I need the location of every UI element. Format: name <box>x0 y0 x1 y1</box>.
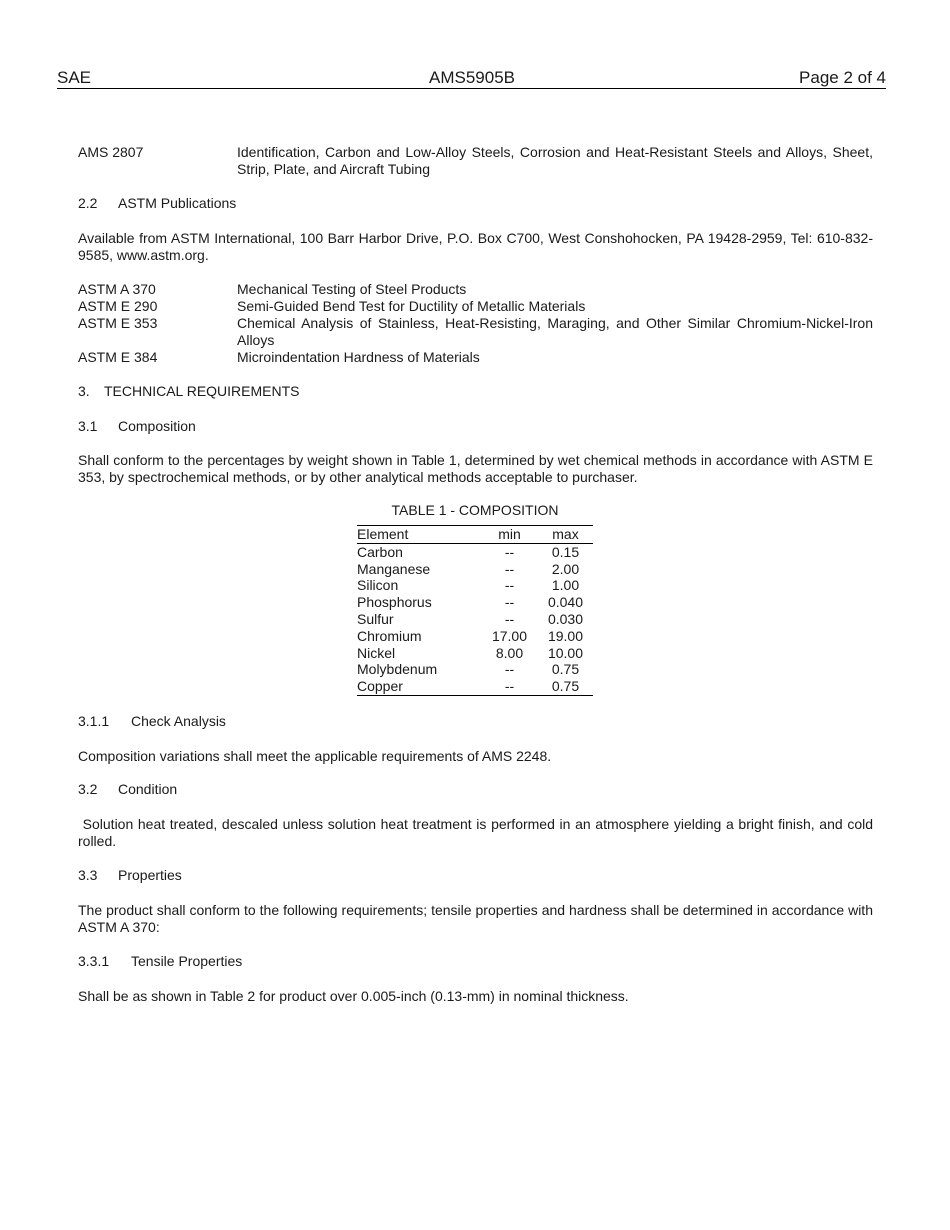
cell-min: 17.00 <box>491 627 528 644</box>
table-row <box>357 645 593 662</box>
cell-element: Nickel <box>357 644 396 661</box>
section-title: Properties <box>118 867 182 883</box>
table-header-row <box>357 526 593 544</box>
table-row <box>357 678 593 695</box>
ref-code: ASTM E 384 <box>78 349 158 365</box>
table-row <box>357 594 593 611</box>
section-title: ASTM Publications <box>118 195 237 211</box>
section-3-3-heading <box>78 867 182 883</box>
cell-max: 0.15 <box>551 543 580 560</box>
table-row <box>357 628 593 645</box>
section-title: TECHNICAL REQUIREMENTS <box>104 383 300 399</box>
col-header-max: max <box>538 526 593 544</box>
cell-element: Manganese <box>357 560 431 577</box>
table-row <box>357 661 593 678</box>
cell-max: 1.00 <box>551 577 580 594</box>
ref-code: ASTM E 353 <box>78 315 158 331</box>
ref-title: Semi-Guided Bend Test for Ductility of Metallic Materials <box>237 298 586 314</box>
composition-table <box>357 525 593 696</box>
cell-element: Silicon <box>357 577 399 594</box>
cell-element: Copper <box>357 678 481 695</box>
section-3-3-1-heading <box>78 953 242 969</box>
section-3-2-heading <box>78 781 177 797</box>
col-header-element: Element <box>357 526 481 544</box>
tensile-paragraph: Shall be as shown in Table 2 for product over 0.005-inch (0.13-mm) in nominal thickness. <box>78 988 629 1004</box>
check-analysis-paragraph: Composition variations shall meet the applicable requirements of AMS 2248. <box>78 748 552 764</box>
section-3-1-heading <box>78 418 196 434</box>
ref-ams2807 <box>78 144 873 180</box>
ref-code: ASTM A 370 <box>78 281 156 297</box>
cell-min: -- <box>504 594 515 611</box>
ref-title: Mechanical Testing of Steel Products <box>237 281 467 297</box>
composition-paragraph: Shall conform to the percentages by weight shown in Table 1, determined by wet chemical methods in accordance with ASTM E 353, by spectrochemical methods, or by other analytical methods acceptable to purchaser. <box>78 452 873 485</box>
cell-min: -- <box>504 610 515 627</box>
table-1-title: TABLE 1 - COMPOSITION <box>391 502 559 518</box>
cell-min: -- <box>504 560 515 577</box>
cell-element: Chromium <box>357 627 422 644</box>
cell-max: 10.00 <box>547 644 584 661</box>
col-header-min: min <box>481 526 538 544</box>
astm-availability: Available from ASTM International, 100 Barr Harbor Drive, P.O. Box C700, West Conshohocken, PA 19428-2959, Tel: 610-832-9585, www.astm.org. <box>78 230 873 263</box>
cell-max: 19.00 <box>547 627 584 644</box>
section-number: 3.3 <box>78 867 98 883</box>
header-page-number: Page 2 of 4 <box>799 68 886 87</box>
cell-min: -- <box>504 577 515 594</box>
section-number: 3.2 <box>78 781 98 797</box>
header-doc-number: AMS5905B <box>429 68 515 87</box>
properties-paragraph: The product shall conform to the following requirements; tensile properties and hardness shall be determined in accordance with ASTM A 370: <box>78 902 873 935</box>
cell-element: Phosphorus <box>357 594 432 611</box>
ref-astm-e384 <box>78 349 873 366</box>
ref-astm-e290 <box>78 298 873 315</box>
section-number: 3.1 <box>78 418 98 434</box>
section-number: 3.3.1 <box>78 953 110 969</box>
section-number: 3.1.1 <box>78 713 110 729</box>
cell-min: 8.00 <box>495 644 524 661</box>
cell-max: 0.75 <box>538 678 593 695</box>
header-org: SAE <box>57 68 92 87</box>
table-row <box>357 611 593 628</box>
cell-element: Sulfur <box>357 610 394 627</box>
cell-max: 0.030 <box>547 610 584 627</box>
ref-astm-e353 <box>78 315 873 349</box>
cell-max: 2.00 <box>551 560 580 577</box>
ref-code: ASTM E 290 <box>78 298 158 314</box>
section-title: Check Analysis <box>131 713 226 729</box>
section-number: 2.2 <box>78 195 98 211</box>
table-row <box>357 543 593 560</box>
cell-min: -- <box>504 661 515 678</box>
ref-astm-a370 <box>78 281 873 298</box>
table-row <box>357 561 593 578</box>
ref-title: Identification, Carbon and Low-Alloy Steels, Corrosion and Heat-Resistant Steels and Alloys, Sheet, Strip, Plate, and Aircraft Tubing <box>237 144 873 177</box>
section-title: Tensile Properties <box>131 953 243 969</box>
ref-title: Microindentation Hardness of Materials <box>237 349 480 365</box>
cell-min: -- <box>481 678 538 695</box>
cell-max: 0.040 <box>547 594 584 611</box>
cell-max: 0.75 <box>551 661 580 678</box>
section-title: Condition <box>118 781 178 797</box>
cell-element: Carbon <box>357 543 403 560</box>
page-header <box>57 68 886 89</box>
ref-code: AMS 2807 <box>78 144 144 160</box>
condition-paragraph: Solution heat treated, descaled unless solution heat treatment is performed in an atmosphere yielding a bright finish, and cold rolled. <box>78 816 877 849</box>
ref-title: Chemical Analysis of Stainless, Heat-Resisting, Maraging, and Other Similar Chromium-Nickel-Iron Alloys <box>237 315 873 348</box>
section-3-1-1-heading <box>78 713 226 729</box>
cell-element: Molybdenum <box>357 661 438 678</box>
table-row <box>357 577 593 594</box>
section-number: 3. <box>78 383 90 399</box>
section-3-heading <box>78 383 300 399</box>
section-title: Composition <box>118 418 196 434</box>
section-2-2-heading <box>78 195 236 211</box>
cell-min: -- <box>504 543 515 560</box>
